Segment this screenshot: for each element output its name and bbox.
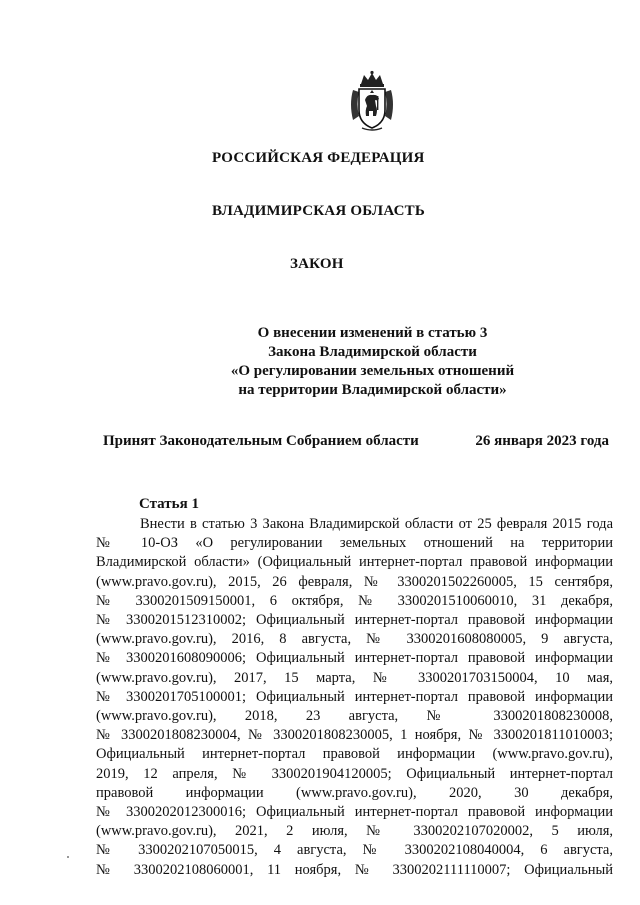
article-line: Владимирской области» (Официальный интернет-портал правовой информации <box>96 554 613 571</box>
article-body <box>96 515 613 880</box>
law-subject <box>0 324 640 400</box>
country-heading: РОССИЙСКАЯ ФЕДЕРАЦИЯ <box>212 150 425 166</box>
article-line: № 10-ОЗ «О регулировании земельных отношений на территории <box>96 535 613 552</box>
article-line: (www.pravo.gov.ru), 2016, 8 августа, № 3300201608080005, 9 августа, <box>96 631 613 648</box>
subject-line: на территории Владимирской области» <box>238 382 507 398</box>
article-line: (www.pravo.gov.ru), 2018, 23 августа, № 3300201808230008, <box>96 708 613 725</box>
subject-line: О внесении изменений в статью 3 <box>257 325 488 341</box>
article-line: (www.pravo.gov.ru), 2015, 26 февраля, № 3300201502260005, 15 сентября, <box>96 573 613 590</box>
adopted-by: Принят Законодательным Собранием области <box>103 433 419 449</box>
article-title: Статья 1 <box>139 496 199 512</box>
article-line: № 3300202107050015, 4 августа, № 3300202108040004, 6 августа, <box>96 842 613 859</box>
vladimir-coat-of-arms-icon <box>347 70 397 132</box>
adoption-date: 26 января 2023 года <box>475 433 609 449</box>
article-line: № 3300202012300016; Официальный интернет-портал правовой информации <box>96 804 613 821</box>
article-line: № 3300201509150001, 6 октября, № 3300201510060010, 31 декабря, <box>96 592 613 609</box>
article-line: № 3300201808230004, № 3300201808230005, 1 ноября, № 3300201811010003; <box>96 727 613 744</box>
subject-line: Закона Владимирской области <box>268 344 477 360</box>
article-line: Внести в статью 3 Закона Владимирской области от 25 февраля 2015 года <box>140 516 613 532</box>
article-line: Официальный интернет-портал правовой информации (www.pravo.gov.ru), <box>96 746 613 763</box>
subject-line: «О регулировании земельных отношений <box>230 363 515 379</box>
document-type-heading: ЗАКОН <box>290 256 344 272</box>
article-line: (www.pravo.gov.ru), 2017, 15 марта, № 3300201703150004, 10 мая, <box>96 669 613 686</box>
article-line: правовой информации (www.pravo.gov.ru), 2020, 30 декабря, <box>96 784 613 801</box>
adoption-row <box>103 433 609 450</box>
article-line: № 3300202108060001, 11 ноября, № 3300202111110007; Официальный <box>96 861 613 878</box>
article-line: 2019, 12 апреля, № 3300201904120005; Официальный интернет-портал <box>96 765 613 782</box>
article-line: № 3300201512310002; Официальный интернет-портал правовой информации <box>96 612 613 629</box>
article-line: (www.pravo.gov.ru), 2021, 2 июля, № 3300202107020002, 5 июля, <box>96 823 613 840</box>
article-line: № 3300201705100001; Официальный интернет-портал правовой информации <box>96 688 613 705</box>
region-heading: ВЛАДИМИРСКАЯ ОБЛАСТЬ <box>212 203 425 219</box>
scan-speck <box>67 856 69 858</box>
article-line: № 3300201608090006; Официальный интернет-портал правовой информации <box>96 650 613 667</box>
